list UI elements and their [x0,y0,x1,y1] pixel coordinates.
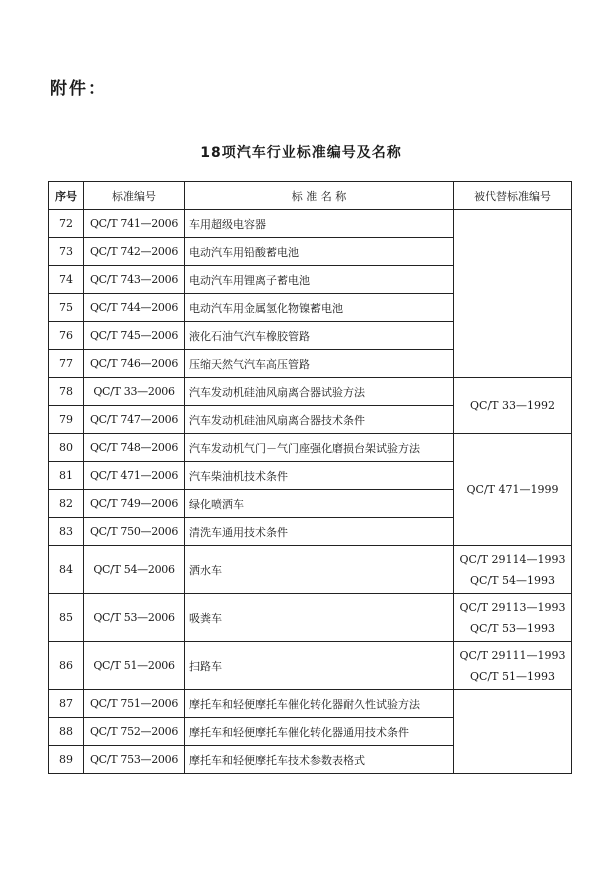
row-number: 81 [49,462,84,490]
row-code: QC/T 741—2006 [84,210,185,238]
attachment-label: 附件： [50,79,107,99]
row-number: 86 [49,642,84,690]
row-code: QC/T 746—2006 [84,350,185,378]
row-replaced-code [454,546,572,594]
row-name: 摩托车和轻便摩托车催化转化器通用技术条件 [185,718,454,746]
row-number: 85 [49,594,84,642]
row-name: 电动汽车用锂离子蓄电池 [185,266,454,294]
row-number: 77 [49,350,84,378]
row-name: 绿化喷洒车 [185,490,454,518]
row-number: 78 [49,378,84,406]
standards-table [48,181,572,774]
row-code: QC/T 745—2006 [84,322,185,350]
row-number: 88 [49,718,84,746]
row-code: QC/T 751—2006 [84,690,185,718]
row-number: 83 [49,518,84,546]
row-number: 73 [49,238,84,266]
table-row [49,434,572,462]
row-code: QC/T 51—2006 [84,642,185,690]
replaced-code-line: QC/T 29111—1993 [459,648,566,662]
row-replaced-empty [454,690,572,774]
row-name: 摩托车和轻便摩托车催化转化器耐久性试验方法 [185,690,454,718]
row-name: 车用超级电容器 [185,210,454,238]
row-code: QC/T 54—2006 [84,546,185,594]
replaced-code-line: QC/T 51—1993 [470,669,555,683]
header-replaced-code: 被代替标准编号 [454,182,572,210]
row-code: QC/T 33—2006 [84,378,185,406]
table-row [49,594,572,642]
row-code: QC/T 744—2006 [84,294,185,322]
row-name: 汽车发动机硅油风扇离合器技术条件 [185,406,454,434]
row-number: 75 [49,294,84,322]
row-name: 汽车柴油机技术条件 [185,462,454,490]
row-code: QC/T 747—2006 [84,406,185,434]
row-code: QC/T 53—2006 [84,594,185,642]
header-standard-code: 标准编号 [84,182,185,210]
row-number: 89 [49,746,84,774]
row-name: 电动汽车用金属氢化物镍蓄电池 [185,294,454,322]
row-name: 电动汽车用铅酸蓄电池 [185,238,454,266]
row-number: 79 [49,406,84,434]
row-number: 87 [49,690,84,718]
table-row [49,690,572,718]
row-code: QC/T 753—2006 [84,746,185,774]
row-number: 74 [49,266,84,294]
row-code: QC/T 742—2006 [84,238,185,266]
row-name: 洒水车 [185,546,454,594]
table-row [49,546,572,594]
row-number: 76 [49,322,84,350]
replaced-code-line: QC/T 53—1993 [470,621,555,635]
document-title: 18项汽车行业标准编号及名称 [200,145,402,161]
row-replaced-code: QC/T 33—1992 [454,378,572,434]
table-row [49,210,572,238]
row-replaced-code [454,642,572,690]
row-name: 扫路车 [185,642,454,690]
row-code: QC/T 471—2006 [84,462,185,490]
row-name: 压缩天然气汽车高压管路 [185,350,454,378]
header-standard-name: 标 准 名 称 [185,182,454,210]
row-code: QC/T 749—2006 [84,490,185,518]
row-name: 清洗车通用技术条件 [185,518,454,546]
row-replaced-code [454,594,572,642]
replaced-code-line: QC/T 54—1993 [470,573,555,587]
row-number: 72 [49,210,84,238]
row-name: 摩托车和轻便摩托车技术参数表格式 [185,746,454,774]
table-header-row [49,182,572,210]
row-number: 80 [49,434,84,462]
row-name: 液化石油气汽车橡胶管路 [185,322,454,350]
table-row [49,378,572,406]
row-number: 84 [49,546,84,594]
row-name: 汽车发动机气门－气门座强化磨损台架试验方法 [185,434,454,462]
row-replaced-code: QC/T 471—1999 [454,434,572,546]
row-number: 82 [49,490,84,518]
row-code: QC/T 748—2006 [84,434,185,462]
row-code: QC/T 750—2006 [84,518,185,546]
replaced-code-line: QC/T 29114—1993 [459,552,566,566]
row-replaced-empty [454,210,572,378]
replaced-code-line: QC/T 29113—1993 [459,600,566,614]
row-name: 吸粪车 [185,594,454,642]
row-code: QC/T 752—2006 [84,718,185,746]
row-name: 汽车发动机硅油风扇离合器试验方法 [185,378,454,406]
row-code: QC/T 743—2006 [84,266,185,294]
table-row [49,642,572,690]
header-number: 序号 [49,182,84,210]
